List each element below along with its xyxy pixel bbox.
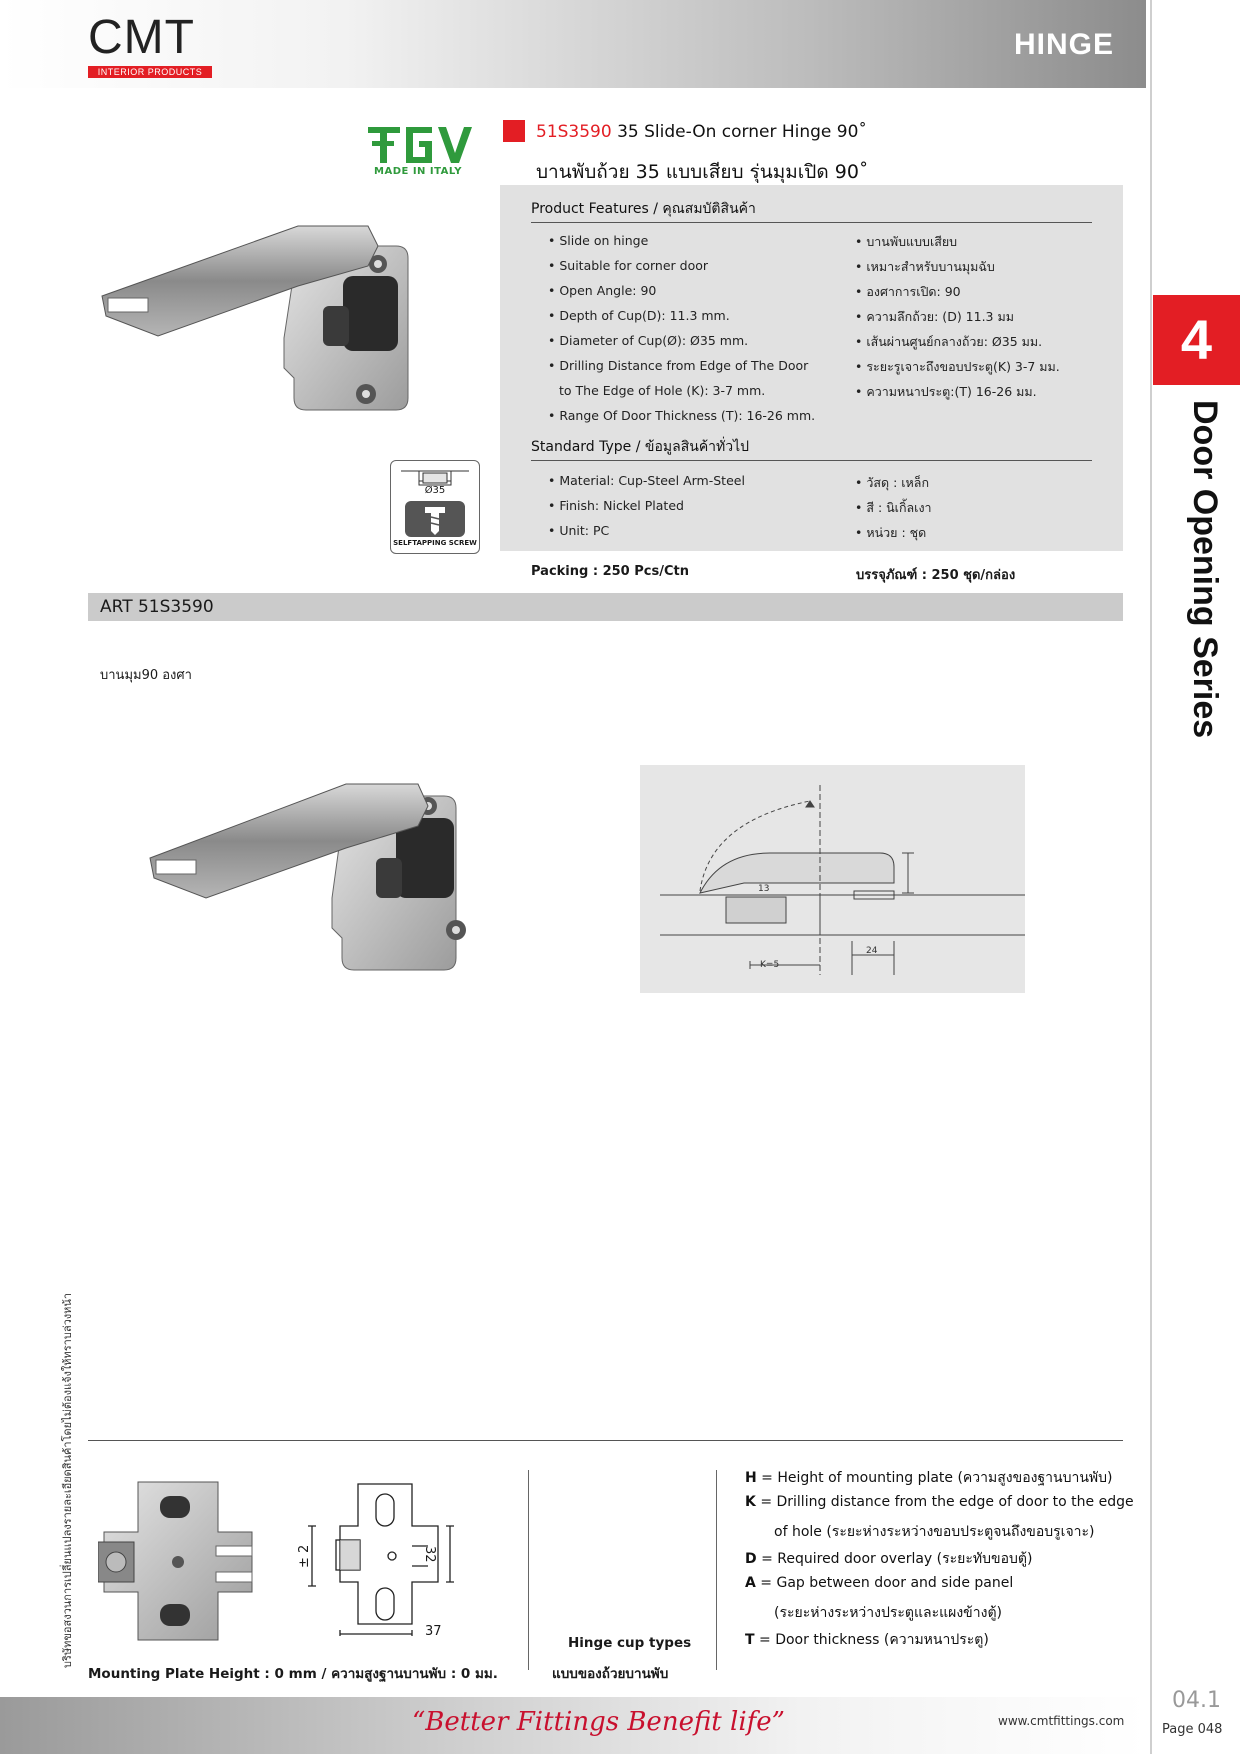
section-title: HINGE xyxy=(1013,28,1114,61)
feature-th: • ความหนาประตู:(T) 16-26 มม. xyxy=(855,384,1037,399)
screw-icon-bg xyxy=(405,501,465,537)
standard-en: • Material: Cup-Steel Arm-Steel xyxy=(548,473,745,488)
drawing-label-24: 24 xyxy=(866,946,878,956)
standard-th: • สี : นิเกิ้ลเงา xyxy=(855,500,932,515)
art-caption: บานมุม90 องศา xyxy=(100,668,192,683)
technical-drawing-icon xyxy=(640,765,1025,993)
legend-item-t: T = Door thickness (ความหนาประตู) xyxy=(745,1632,989,1648)
cmt-logo-subtitle: INTERIOR PRODUCTS xyxy=(88,66,212,78)
product-code: 51S3590 xyxy=(536,122,612,142)
mounting-plate-photo-icon xyxy=(98,1476,258,1646)
legend-item-a-cont: (ระยะห่างระหว่างประตูและแผงข้างตู้) xyxy=(774,1605,1002,1621)
footer-slogan: “Better Fittings Benefit life” xyxy=(412,1707,785,1737)
features-rule xyxy=(531,222,1092,223)
feature-th: • เหมาะสำหรับบานมุมฉับ xyxy=(855,259,995,274)
packing-en: Packing : 250 Pcs/Ctn xyxy=(531,564,689,579)
packing-th: บรรจุภัณฑ์ : 250 ชุด/กล่อง xyxy=(856,568,1016,583)
feature-en: • Drilling Distance from Edge of The Door xyxy=(548,358,809,373)
standard-en: • Unit: PC xyxy=(548,523,610,538)
features-heading: Product Features / คุณสมบัติสินค้า xyxy=(531,201,756,217)
technical-drawing xyxy=(640,765,1025,993)
legend-item-d: D = Required door overlay (ระยะทับขอบตู้) xyxy=(745,1551,1033,1567)
page-section-number: 04.1 xyxy=(1172,1688,1221,1713)
sidebar-divider xyxy=(1150,0,1152,1754)
mounting-plate-drawing-icon xyxy=(300,1476,490,1646)
legend-item-h: H = Height of mounting plate (ความสูงของฐานบานพับ) xyxy=(745,1470,1113,1486)
mount-dim-width: 37 xyxy=(425,1624,442,1639)
drawing-label-13: 13 xyxy=(758,884,770,894)
feature-th: • ระยะรูเจาะถึงขอบประตู(K) 3-7 มม. xyxy=(855,359,1060,374)
art-label: ART 51S3590 xyxy=(100,597,214,617)
standard-rule xyxy=(531,460,1092,461)
standard-th: • หน่วย : ชุด xyxy=(855,525,927,540)
mount-dim-height: 32 xyxy=(422,1546,437,1563)
page-number: Page 048 xyxy=(1162,1722,1223,1737)
cup-types-label-en: Hinge cup types xyxy=(568,1635,692,1651)
bottom-rule xyxy=(88,1440,1123,1441)
standard-en: • Finish: Nickel Plated xyxy=(548,498,684,513)
standard-heading: Standard Type / ข้อมูลสินค้าทั่วไป xyxy=(531,439,750,455)
footer-website[interactable]: www.cmtfittings.com xyxy=(998,1714,1125,1728)
feature-th: • บานพับแบบเสียบ xyxy=(855,234,958,249)
chapter-number: 4 xyxy=(1153,295,1240,385)
product-title-th: บานพับถ้วย 35 แบบเสียบ รุ่นมุมเปิด 90˚ xyxy=(536,161,869,183)
feature-th: • ความลึกถ้วย: (D) 11.3 มม xyxy=(855,309,1014,324)
screw-icon xyxy=(405,501,465,537)
title-marker xyxy=(503,120,525,142)
section-divider-left xyxy=(528,1470,529,1670)
legend-item-a: A = Gap between door and side panel xyxy=(745,1575,1014,1591)
product-title-en-text: 35 Slide-On corner Hinge 90˚ xyxy=(617,122,867,142)
hinge-photo-large-icon xyxy=(146,778,518,992)
mount-dim-adjust: ± 2 xyxy=(297,1544,312,1568)
feature-en: • Diameter of Cup(Ø): Ø35 mm. xyxy=(548,333,749,348)
legend-item-k-cont: of hole (ระยะห่างระหว่างขอบประตูจนถึงขอบรูเจาะ) xyxy=(774,1524,1095,1540)
cmt-logo: CMT xyxy=(88,11,195,64)
feature-en: • Slide on hinge xyxy=(548,233,649,248)
series-title-text: Door Opening Series xyxy=(1186,400,1224,739)
art-bar xyxy=(88,593,1123,621)
screw-diameter: Ø35 xyxy=(424,485,446,496)
disclaimer-text: บริษัทขอสงวนการเปลี่ยนแปลงรายละเอียดสินค้าโดยไม่ต้องแจ้งให้ทราบล่วงหน้า xyxy=(61,1292,74,1668)
feature-en: to The Edge of Hole (K): 3-7 mm. xyxy=(559,383,766,398)
feature-th: • เส้นผ่านศูนย์กลางถ้วย: Ø35 มม. xyxy=(855,334,1043,349)
feature-th: • องศาการเปิด: 90 xyxy=(855,284,961,299)
screw-label: SELFTAPPING SCREW xyxy=(393,539,477,547)
feature-en: • Open Angle: 90 xyxy=(548,283,657,298)
drawing-label-k: K=5 xyxy=(760,960,780,970)
series-title xyxy=(1152,400,1238,780)
disclaimer xyxy=(58,1292,78,1668)
legend-item-k: K = Drilling distance from the edge of door to the edge xyxy=(745,1494,1134,1510)
product-title-en xyxy=(536,122,867,142)
mounting-caption: Mounting Plate Height : 0 mm / ความสูงฐานบานพับ : 0 มม. xyxy=(88,1666,498,1682)
standard-th: • วัสดุ : เหล็ก xyxy=(855,475,930,490)
feature-en: • Suitable for corner door xyxy=(548,258,709,273)
cup-types-label-th: แบบของถ้วยบานพับ xyxy=(552,1666,669,1682)
feature-en: • Range Of Door Thickness (T): 16-26 mm. xyxy=(548,408,816,423)
made-in-label: MADE IN ITALY xyxy=(374,166,462,177)
hinge-photo-icon xyxy=(98,206,470,420)
screw-badge xyxy=(390,460,480,554)
feature-en: • Depth of Cup(D): 11.3 mm. xyxy=(548,308,730,323)
section-divider-right xyxy=(716,1470,717,1670)
